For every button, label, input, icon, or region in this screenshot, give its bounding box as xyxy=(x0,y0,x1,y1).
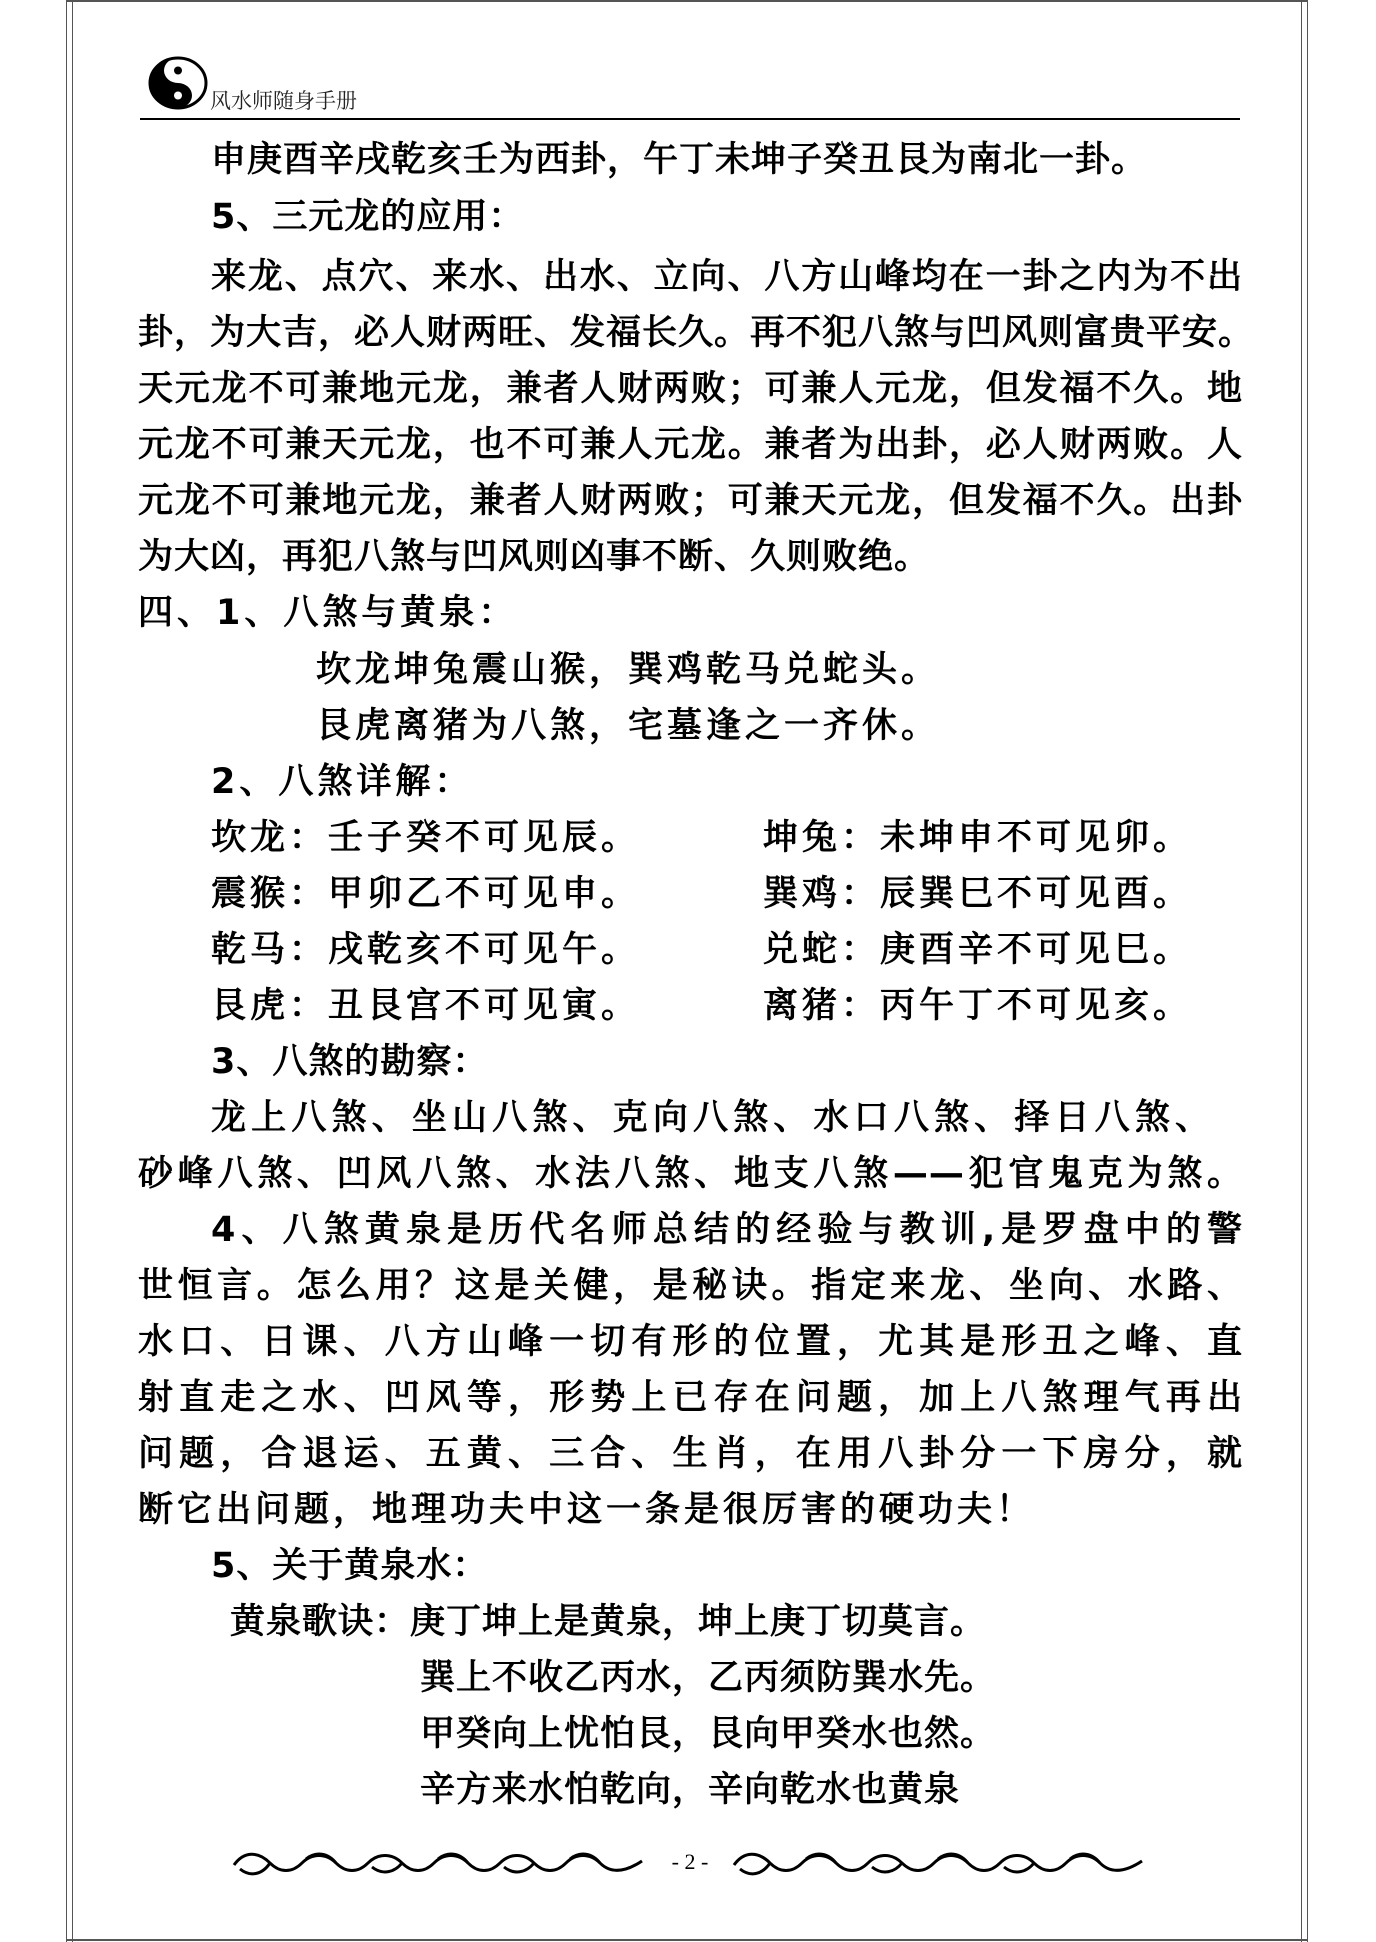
basha-right: 兑蛇：庚酉辛不可见巳。 xyxy=(763,930,1193,970)
verse-line: 艮虎离猪为八煞，宅墓逢之一齐休。 xyxy=(316,706,941,746)
basha-left: 震猴：甲卯乙不可见申。 xyxy=(211,874,641,914)
verse-line: 黄泉歌诀：庚丁坤上是黄泉，坤上庚丁切莫言。 xyxy=(230,1602,987,1642)
basha-right: 巽鸡：辰巽巳不可见酉。 xyxy=(763,874,1193,914)
text-line: 断它出问题，地理功夫中这一条是很厉害的硬功夫！ xyxy=(138,1490,1036,1530)
verse-line: 辛方来水怕乾向，辛向乾水也黄泉 xyxy=(420,1770,961,1810)
header-rule xyxy=(140,118,1240,120)
section-heading: 3、八煞的勘察： xyxy=(211,1042,489,1082)
text-line: 为大凶，再犯八煞与凹风则凶事不断、久则败绝。 xyxy=(138,537,931,577)
text-line: 龙上八煞、坐山八煞、克向八煞、水口八煞、择日八煞、 xyxy=(211,1098,1211,1138)
text-line: 砂峰八煞、凹风八煞、水法八煞、地支八煞——犯官鬼克为煞。 xyxy=(138,1154,1243,1194)
text-line: 世恒言。怎么用？这是关健，是秘诀。指定来龙、坐向、水路、 xyxy=(138,1266,1243,1306)
verse-line: 巽上不收乙丙水，乙丙须防巽水先。 xyxy=(420,1658,997,1698)
yin-yang-icon xyxy=(148,55,208,111)
basha-right: 坤兔：未坤申不可见卯。 xyxy=(763,818,1193,858)
ornament-left-icon xyxy=(230,1843,650,1883)
basha-left: 乾马：戌乾亥不可见午。 xyxy=(211,930,641,970)
ornament-right-icon xyxy=(730,1843,1150,1883)
section-heading: 5、关于黄泉水： xyxy=(211,1546,489,1586)
text-line: 问题，合退运、五黄、三合、生肖，在用八卦分一下房分，就 xyxy=(138,1434,1243,1474)
basha-left: 艮虎：丑艮宫不可见寅。 xyxy=(211,986,641,1026)
text-line: 元龙不可兼地元龙，兼者人财两败；可兼天元龙，但发福不久。出卦 xyxy=(138,481,1243,521)
page-frame-bottom xyxy=(66,1939,1307,1941)
page-footer xyxy=(230,1843,1150,1883)
text-line: 天元龙不可兼地元龙，兼者人财两败；可兼人元龙，但发福不久。地 xyxy=(138,369,1243,409)
page-frame-left xyxy=(66,0,73,1942)
page-number: - 2 - xyxy=(671,1849,709,1874)
page-frame-right xyxy=(1301,0,1308,1942)
text-line: 元龙不可兼天元龙，也不可兼人元龙。兼者为出卦，必人财两败。人 xyxy=(138,425,1243,465)
basha-left: 坎龙：壬子癸不可见辰。 xyxy=(211,818,641,858)
text-line: 水口、日课、八方山峰一切有形的位置，尤其是形丑之峰、直 xyxy=(138,1322,1243,1362)
verse-line: 甲癸向上忧怕艮，艮向甲癸水也然。 xyxy=(420,1714,997,1754)
text-line: 4、八煞黄泉是历代名师总结的经验与教训,是罗盘中的警 xyxy=(211,1210,1243,1250)
page-frame-top xyxy=(66,0,1307,2)
verse-line: 坎龙坤兔震山猴，巽鸡乾马兑蛇头。 xyxy=(316,650,941,690)
section-heading: 四、1、八煞与黄泉： xyxy=(138,593,518,633)
text-line: 射直走之水、凹风等，形势上已存在问题，加上八煞理气再出 xyxy=(138,1378,1243,1418)
section-heading: 5、三元龙的应用： xyxy=(211,197,525,237)
basha-right: 离猪：丙午丁不可见亥。 xyxy=(763,986,1193,1026)
text-line: 申庚酉辛戌乾亥壬为西卦，午丁未坤子癸丑艮为南北一卦。 xyxy=(211,140,1148,180)
text-line: 卦，为大吉，必人财两旺、发福长久。再不犯八煞与凹风则富贵平安。 xyxy=(138,313,1255,353)
header-title: 风水师随身手册 xyxy=(210,89,357,113)
text-line: 来龙、点穴、来水、出水、立向、八方山峰均在一卦之内为不出 xyxy=(211,257,1243,297)
page-header xyxy=(140,55,1240,121)
section-heading: 2、八煞详解： xyxy=(211,762,474,802)
